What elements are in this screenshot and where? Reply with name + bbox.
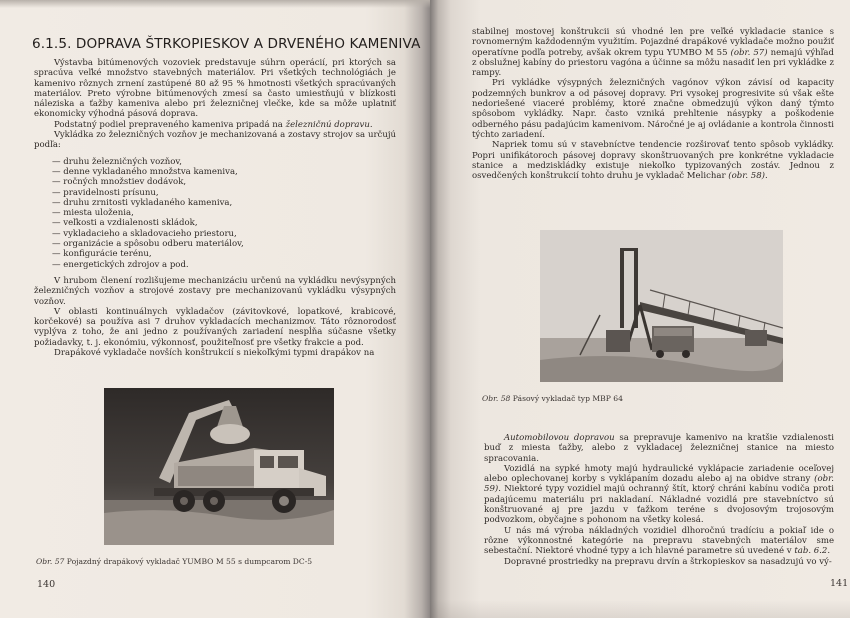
paragraph: Pri vykládke výsypných železničných vagónov výkon závisí od kapacity podzemných bunkrov a od pásovej dopravy. Pri vysokej progresivite sú však ešte nedoriešené viaceré problémy, ktoré značne obmedzujú výkon daný týmto spôsobom vykládky. Napr. často vzniká prehltenie násypky a poškodenie odberného pásu padajúcim kamenivom. Náročné je aj ovládanie a kontrola činnosti týchto zariadení. <box>472 78 834 140</box>
list-item: — ročných množstiev dodávok, <box>34 177 396 187</box>
list-item: — vykladacieho a skladovacieho priestoru, <box>34 229 396 239</box>
left-body-text <box>34 58 396 358</box>
paragraph: Drapákové vykladače novších konštrukcií s niekoľkými typmi drapákov na <box>54 348 375 359</box>
list-item: — energetických zdrojov a pod. <box>34 260 396 270</box>
list-item: — druhu železničných vozňov, <box>34 157 396 167</box>
truck-loader-illustration <box>104 388 334 545</box>
page-number-right: 141 <box>830 578 849 589</box>
belt-unloader-illustration <box>540 230 783 382</box>
paragraph: Dopravné prostriedky na prepravu drvín a štrkopieskov sa nasadzujú vo vý- <box>504 556 832 567</box>
paragraph: Výstavba bitúmenových vozoviek predstavuje súhrn operácií, pri ktorých sa spracúva veľké množstvo stavebných materiálov. Pri všetkých technológiách je kamenivo rôznych zrnení zastúpené 80 až 95 % hmotnosti všetkých spracúvaných materiálov. Preto výrobne bitúmenových zmesí sa často umiestňujú v blízkosti náleziska a ťažby kameniva alebo pri železničnej vlečke, kde sa môže uplatniť ekonomicky výhodná pásová doprava. <box>34 58 396 120</box>
paragraph: U nás má výroba nákladných vozidiel dlhoročnú tradíciu a pokiaľ ide o rôzne výkonnostné kategórie na prepravu stavebných materiálov sme sebestační. Niektoré vhodné typy a ich hlavné parametre sú uvedené v tab. 6.2. <box>484 525 834 557</box>
figure-58-caption: Obr. 58 Pásový vykladač typ MBP 64 <box>482 394 623 403</box>
section-heading: 6.1.5. DOPRAVA ŠTRKOPIESKOV A DRVENÉHO KAMENIVA <box>32 36 421 52</box>
right-bottom-text <box>484 433 834 567</box>
list-item: — druhu zrnitosti vykladaného kameniva, <box>34 198 396 208</box>
paragraph: Vykládka zo železničných vozňov je mechanizovaná a zostavy strojov sa určujú podľa: <box>34 130 396 151</box>
paragraph: Automobilovou dopravou sa prepravuje kamenivo na kratšie vzdialenosti buď z miesta ťažby, alebo z vykladacej železničnej stanice na miesto spracovania. <box>484 433 834 464</box>
page-number-left: 140 <box>37 579 56 590</box>
paragraph: V oblasti kontinuálnych vykladačov (závitovkové, lopatkové, krabicové, korčekové) sa používa asi 7 druhov vykladacích mechanizmov. Táto rôznorodosť vyplýva z toho, že ani jedno z používaných zariadení nespĺňa súčasne všetky požiadavky, t. j. ekonómiu, výkonnosť, použiteľnosť pre všetky frakcie a pod. <box>34 306 396 348</box>
list-item: — pravidelnosti prísunu, <box>34 188 396 198</box>
list-item: — miesta uloženia, <box>34 208 396 218</box>
paragraph: Vozidlá na sypké hmoty majú hydraulické vyklápacie zariadenie oceľovej alebo oplechovanej korby s vyklápaním dozadu alebo aj na obidve strany (obr. 59). Niektoré typy vozidiel majú ochranný štít, ktorý chráni kabínu vodiča proti padajúcemu materiálu pri nakladaní. Nákladné vozidlá pre stavebníctvo sú konštruované aj pre jazdu v ťažkom teréne s dvojosovým trojosovým podvozkom, obyčajne s pohonom na všetky kolesá. <box>484 463 834 526</box>
figure-57-photo <box>104 388 334 545</box>
list-item: — konfigurácie terénu, <box>34 249 396 259</box>
right-top-text <box>472 27 834 181</box>
list-item: — denne vykladaného množstva kameniva, <box>34 167 396 177</box>
list-item: — organizácie a spôsobu odberu materiálov, <box>34 239 396 249</box>
paragraph: V hrubom členení rozlišujeme mechanizáciu určenú na vykládku nevýsypných železničných vozňov a strojové zostavy pre mechanizovanú vykládku výsypných vozňov. <box>34 275 396 307</box>
paragraph: stabilnej mostovej konštrukcii sú vhodné len pre veľké vykladacie stanice s rovnomerným každodenným využitím. Pojazdné drapákové vykladače možno použiť operatívne podľa potreby, avšak okrem typu YUMBO M 55 (obr. 57) nemajú výhľad z obslužnej kabíny do priestoru vagóna a účinne sa môžu nasadiť len pri vykládke z rampy. <box>472 27 834 79</box>
criteria-list <box>34 157 396 270</box>
figure-58-photo <box>540 230 783 382</box>
list-item: — veľkosti a vzdialenosti skládok, <box>34 218 396 228</box>
paragraph: Napriek tomu sú v stavebníctve tendencie rozširovať tento spôsob vykládky. Popri unifikátoroch pásovej dopravy skonštruovaných pre konkrétne vykladacie stanice a medziskládky existuje niekoľko typizovaných zostáv. Jednou z osvedčených konštrukcií tohto druhu je vykladač Melichar (obr. 58). <box>472 140 834 182</box>
paragraph: Podstatný podiel prepraveného kameniva pripadá na železničnú dopravu. <box>54 119 373 130</box>
figure-57-caption: Obr. 57 Pojazdný drapákový vykladač YUMBO M 55 s dumpcarom DC-5 <box>36 557 313 566</box>
page-edge-shadow <box>0 0 430 8</box>
page-edge-shadow <box>430 600 850 618</box>
emphasis: železničnú dopravu. <box>285 119 373 130</box>
